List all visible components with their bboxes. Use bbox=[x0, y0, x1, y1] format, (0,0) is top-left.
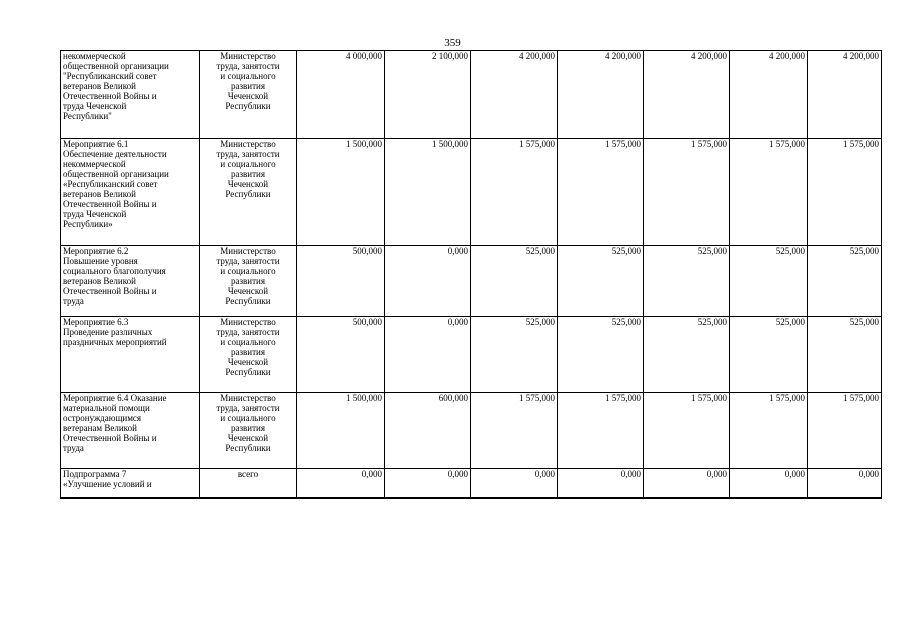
amount-cell: 4 200,000 bbox=[471, 51, 558, 139]
amount-cell: 1 575,000 bbox=[471, 139, 558, 246]
executor-cell: Министерство труда, занятости и социального развития Чеченской Республики bbox=[200, 139, 297, 246]
amount-cell: 525,000 bbox=[558, 246, 644, 317]
amount-cell: 500,000 bbox=[297, 246, 385, 317]
amount-cell: 1 500,000 bbox=[385, 139, 471, 246]
amount-cell: 525,000 bbox=[471, 246, 558, 317]
amount-cell: 1 575,000 bbox=[471, 393, 558, 469]
amount-cell: 1 500,000 bbox=[297, 139, 385, 246]
amount-cell: 600,000 bbox=[385, 393, 471, 469]
amount-cell: 4 200,000 bbox=[644, 51, 730, 139]
activity-name-cell: некоммерческой общественной организации "Республиканский совет ветеранов Великой Отечественной Войны и труда Чеченской Республики" bbox=[61, 51, 200, 139]
amount-cell: 0,000 bbox=[471, 469, 558, 499]
table-row bbox=[61, 139, 882, 246]
amount-cell: 525,000 bbox=[644, 317, 730, 393]
amount-cell: 0,000 bbox=[385, 317, 471, 393]
executor-cell: Министерство труда, занятости и социального развития Чеченской Республики bbox=[200, 393, 297, 469]
amount-cell: 0,000 bbox=[730, 469, 808, 499]
amount-cell: 4 000,000 bbox=[297, 51, 385, 139]
executor-cell: всего bbox=[200, 469, 297, 499]
amount-cell: 525,000 bbox=[644, 246, 730, 317]
activity-name-cell: Мероприятие 6.4 Оказание материальной помощи остронуждающимся ветеранам Великой Отечественной Войны и труда bbox=[61, 393, 200, 469]
executor-cell: Министерство труда, занятости и социального развития Чеченской Республики bbox=[200, 246, 297, 317]
table-row bbox=[61, 317, 882, 393]
page-number: 359 bbox=[444, 37, 461, 49]
table-row bbox=[61, 51, 882, 139]
amount-cell: 4 200,000 bbox=[808, 51, 882, 139]
amount-cell: 4 200,000 bbox=[730, 51, 808, 139]
activity-name-cell: Мероприятие 6.3 Проведение различных праздничных мероприятий bbox=[61, 317, 200, 393]
amount-cell: 525,000 bbox=[808, 317, 882, 393]
amount-cell: 1 500,000 bbox=[297, 393, 385, 469]
activity-name-cell: Подпрограмма 7 «Улучшение условий и bbox=[61, 469, 200, 499]
amount-cell: 1 575,000 bbox=[808, 139, 882, 246]
amount-cell: 0,000 bbox=[644, 469, 730, 499]
amount-cell: 0,000 bbox=[808, 469, 882, 499]
activity-name-cell: Мероприятие 6.2 Повышение уровня социального благополучия ветеранов Великой Отечественной Войны и труда bbox=[61, 246, 200, 317]
amount-cell: 1 575,000 bbox=[644, 393, 730, 469]
budget-table bbox=[60, 50, 882, 499]
amount-cell: 0,000 bbox=[385, 246, 471, 317]
amount-cell: 1 575,000 bbox=[558, 393, 644, 469]
executor-cell: Министерство труда, занятости и социального развития Чеченской Республики bbox=[200, 51, 297, 139]
amount-cell: 525,000 bbox=[558, 317, 644, 393]
amount-cell: 1 575,000 bbox=[730, 393, 808, 469]
amount-cell: 1 575,000 bbox=[808, 393, 882, 469]
amount-cell: 1 575,000 bbox=[558, 139, 644, 246]
amount-cell: 0,000 bbox=[385, 469, 471, 499]
table-row bbox=[61, 469, 882, 499]
amount-cell: 1 575,000 bbox=[730, 139, 808, 246]
amount-cell: 0,000 bbox=[297, 469, 385, 499]
amount-cell: 4 200,000 bbox=[558, 51, 644, 139]
amount-cell: 1 575,000 bbox=[644, 139, 730, 246]
amount-cell: 525,000 bbox=[808, 246, 882, 317]
activity-name-cell: Мероприятие 6.1 Обеспечение деятельности некоммерческой общественной организации «Республиканский совет ветеранов Великой Отечественной Войны и труда Чеченской Республики» bbox=[61, 139, 200, 246]
table-row bbox=[61, 393, 882, 469]
table-row bbox=[61, 246, 882, 317]
amount-cell: 500,000 bbox=[297, 317, 385, 393]
amount-cell: 2 100,000 bbox=[385, 51, 471, 139]
amount-cell: 525,000 bbox=[471, 317, 558, 393]
amount-cell: 525,000 bbox=[730, 246, 808, 317]
amount-cell: 0,000 bbox=[558, 469, 644, 499]
amount-cell: 525,000 bbox=[730, 317, 808, 393]
executor-cell: Министерство труда, занятости и социального развития Чеченской Республики bbox=[200, 317, 297, 393]
